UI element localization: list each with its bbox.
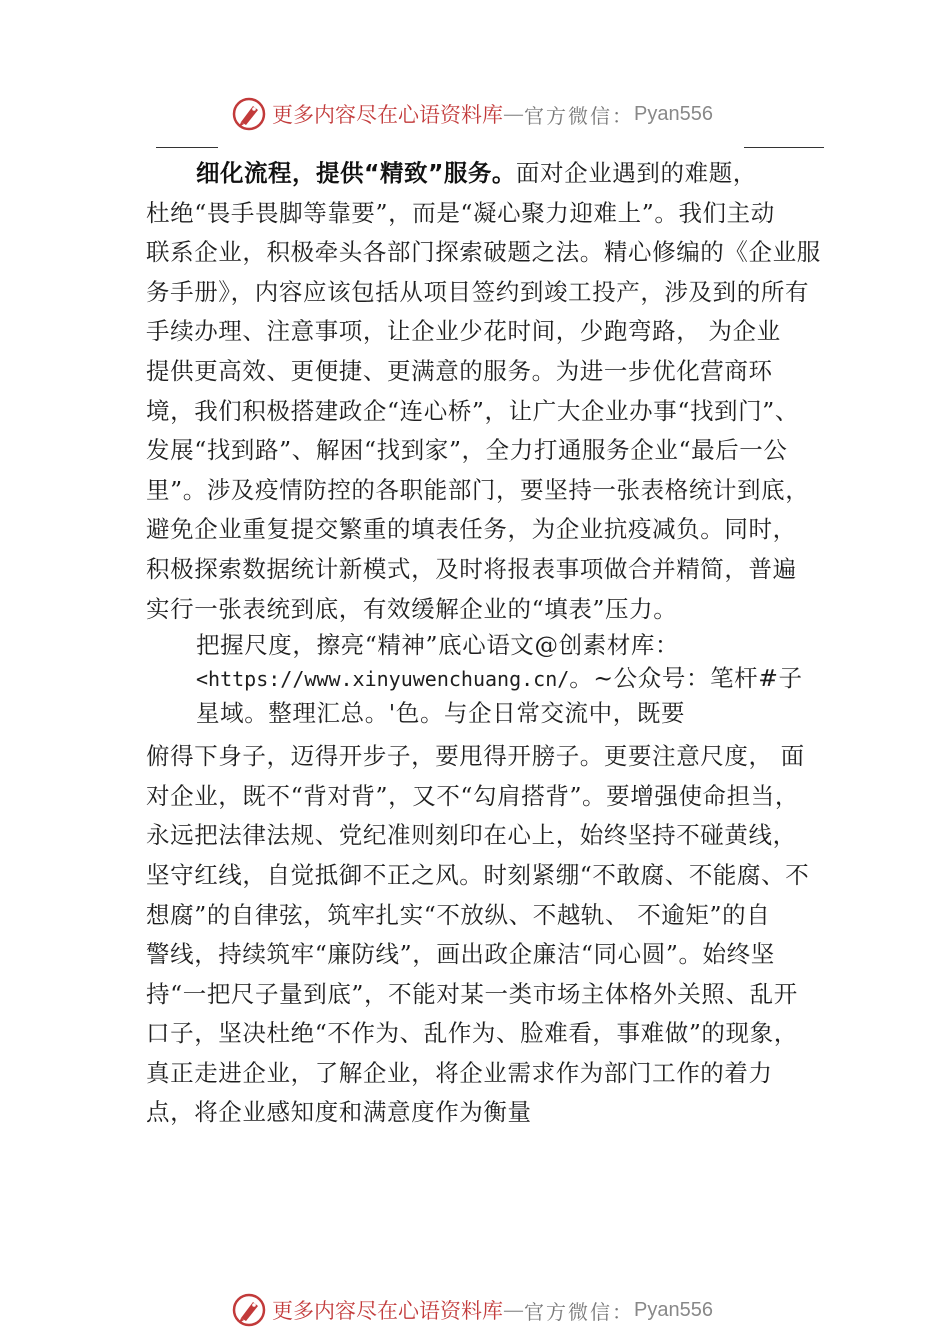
header-wechat-id: Pyan556 xyxy=(634,102,713,125)
footer-site-name: 更多内容尽在心语资料库 xyxy=(272,1299,503,1323)
header-wechat-label: 官方微信： xyxy=(524,103,634,128)
watermark-url-link[interactable]: https://www.xinyuwenchuang.cn/ xyxy=(208,667,570,692)
paragraph-line-url xyxy=(146,662,836,695)
paragraph-line: 手续办理、注意事项，让企业少花时间，少跑弯路， 为企业 xyxy=(146,317,781,346)
paragraph-line: 真正走进企业，了解企业，将企业需求作为部门工作的着力 xyxy=(146,1058,773,1087)
paragraph-line: 对企业，既不“背对背”，又不“勾肩搭背”。要增强使命担当， xyxy=(146,781,799,810)
paragraph-line: 坚守红线，自觉抵御不正之风。时刻紧绷“不敢腐、不能腐、不 xyxy=(146,860,810,889)
paragraph-line: 联系企业，积极牵头各部门探索破题之法。精心修编的《企业服 xyxy=(146,238,821,267)
paragraph-measure xyxy=(146,629,836,1133)
pen-nib-logo-icon xyxy=(232,1293,266,1327)
footer-wechat-label: 官方微信： xyxy=(524,1299,634,1324)
document-body xyxy=(146,154,836,1133)
footer-wechat-id: Pyan556 xyxy=(634,1298,713,1321)
paragraph-line: 持“一把尺子量到底”，不能对某一类市场主体格外关照、乱开 xyxy=(146,979,798,1008)
paragraph-line: 避免企业重复提交繁重的填表任务，为企业抗疫减负。同时， xyxy=(146,515,797,544)
paragraph-line: 永远把法律法规、党纪准则刻印在心上，始终坚持不碰黄线， xyxy=(146,821,797,850)
page-header xyxy=(0,92,950,136)
header-rule-left xyxy=(156,147,218,148)
paragraph-line: 里”。涉及疫情防控的各职能部门，要坚持一张表格统计到底， xyxy=(146,475,810,504)
url-prefix: < xyxy=(196,667,209,692)
header-banner xyxy=(232,92,713,136)
paragraph-line: 实行一张表统到底，有效缓解企业的“填表”压力。 xyxy=(146,594,678,623)
footer-separator: — xyxy=(503,1298,524,1322)
header-rule-right xyxy=(744,147,824,148)
header-separator: — xyxy=(503,102,524,126)
paragraph-lead: 细化流程，提供“精致”服务。 xyxy=(196,159,516,187)
paragraph-line: 警线，持续筑牢“廉防线”，画出政企廉洁“同心圆”。始终坚 xyxy=(146,940,775,969)
paragraph-line-text: 面对企业遇到的难题， xyxy=(515,159,757,187)
paragraph-line: 点，将企业感知度和满意度作为衡量 xyxy=(146,1098,532,1127)
paragraph-line: 发展“找到路”、解困“找到家”，全力打通服务企业“最后一公 xyxy=(146,436,788,465)
header-site-name: 更多内容尽在心语资料库 xyxy=(272,103,503,127)
paragraph-line xyxy=(146,154,836,194)
paragraph-line: 口子，坚决杜绝“不作为、乱作为、脸难看，事难做”的现象， xyxy=(146,1019,798,1048)
page-footer xyxy=(0,1288,950,1332)
paragraph-line: 积极探索数据统计新模式，及时将报表事项做合并精简，普遍 xyxy=(146,554,797,583)
pen-nib-logo-icon xyxy=(232,97,266,131)
paragraph-line: 星域。整理汇总。'色。与企日常交流中，既要 xyxy=(196,699,686,728)
paragraph-line: 想腐”的自律弦，筑牢扎实“不放纵、不越轨、 不逾矩”的自 xyxy=(146,900,771,929)
paragraph-line: 境，我们积极搭建政企“连心桥”，让广大企业办事“找到门”、 xyxy=(146,396,799,425)
paragraph-line: 杜绝“畏手畏脚等靠要”，而是“凝心聚力迎难上”。我们主动 xyxy=(146,198,775,227)
paragraph-line: 俯得下身子，迈得开步子，要甩得开膀子。更要注意尺度， 面 xyxy=(146,742,805,771)
paragraph-line: 务手册》，内容应该包括从项目签约到竣工投产，涉及到的所有 xyxy=(146,277,810,306)
paragraph-service xyxy=(146,154,836,629)
footer-banner xyxy=(232,1288,713,1332)
paragraph-line: 把握尺度，擦亮“精神”底心语文@创素材库： xyxy=(196,631,680,660)
paragraph-line: 提供更高效、更便捷、更满意的服务。为进一步优化营商环 xyxy=(146,356,773,385)
url-suffix: 。~公众号：笔杆#子 xyxy=(569,664,803,693)
